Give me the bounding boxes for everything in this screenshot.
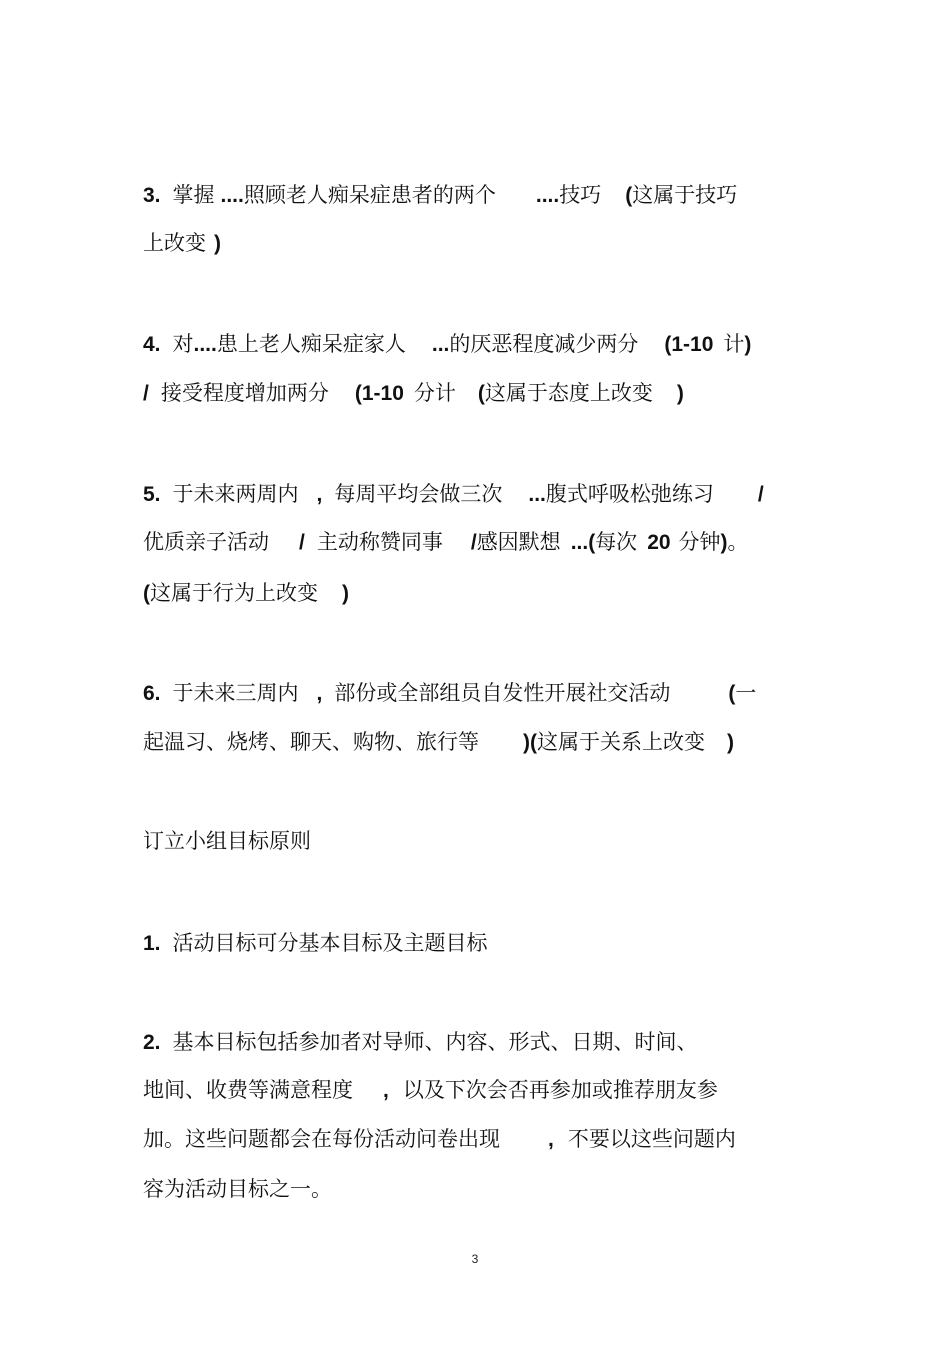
item-number: 2. (143, 1031, 161, 1054)
item-5-line-1: 5. 于未来两周内 , 每周平均会做三次 ...腹式呼吸松弛练习 / (143, 482, 764, 506)
item-6-line-1: 6. 于未来三周内 , 部份或全部组员自发性开展社交活动 (一 (143, 681, 757, 705)
item-4-line-1: 4. 对....患上老人痴呆症家人 ...的厌恶程度减少两分 (1-10 计) (143, 332, 752, 356)
item-number: 1. (143, 932, 161, 955)
item-number: 5. (143, 483, 161, 506)
section-heading: 订立小组目标原则 (143, 829, 311, 853)
item-4-line-2: / 接受程度增加两分 (1-10 分计 (这属于态度上改变 ) (143, 381, 684, 405)
rule-2-line-3: 加。这些问题都会在每份活动问卷出现 , 不要以这些问题内 (143, 1127, 736, 1151)
rule-2-line-1: 2. 基本目标包括参加者对导师、内容、形式、日期、时间、 (143, 1030, 698, 1054)
item-6-line-2: 起温习、烧烤、聊天、购物、旅行等 )(这属于关系上改变 ) (143, 730, 734, 754)
rule-2-line-2: 地间、收费等满意程度 , 以及下次会否再参加或推荐朋友参 (143, 1078, 718, 1102)
item-number: 4. (143, 333, 161, 356)
rule-2-line-4: 容为活动目标之一。 (143, 1177, 332, 1201)
item-3-line-1: 3. 掌握 ....照顾老人痴呆症患者的两个 ....技巧 (这属于技巧 (143, 183, 738, 207)
item-3-line-2: 上改变 ) (143, 231, 221, 255)
page-number: 3 (471, 1252, 479, 1266)
item-number: 3. (143, 184, 161, 207)
item-5-line-2: 优质亲子活动 / 主动称赞同事 /感因默想 ...(每次 20 分钟)。 (143, 530, 749, 554)
rule-1: 1. 活动目标可分基本目标及主题目标 (143, 931, 488, 955)
item-5-line-3: (这属于行为上改变 ) (143, 581, 349, 605)
item-number: 6. (143, 682, 161, 705)
